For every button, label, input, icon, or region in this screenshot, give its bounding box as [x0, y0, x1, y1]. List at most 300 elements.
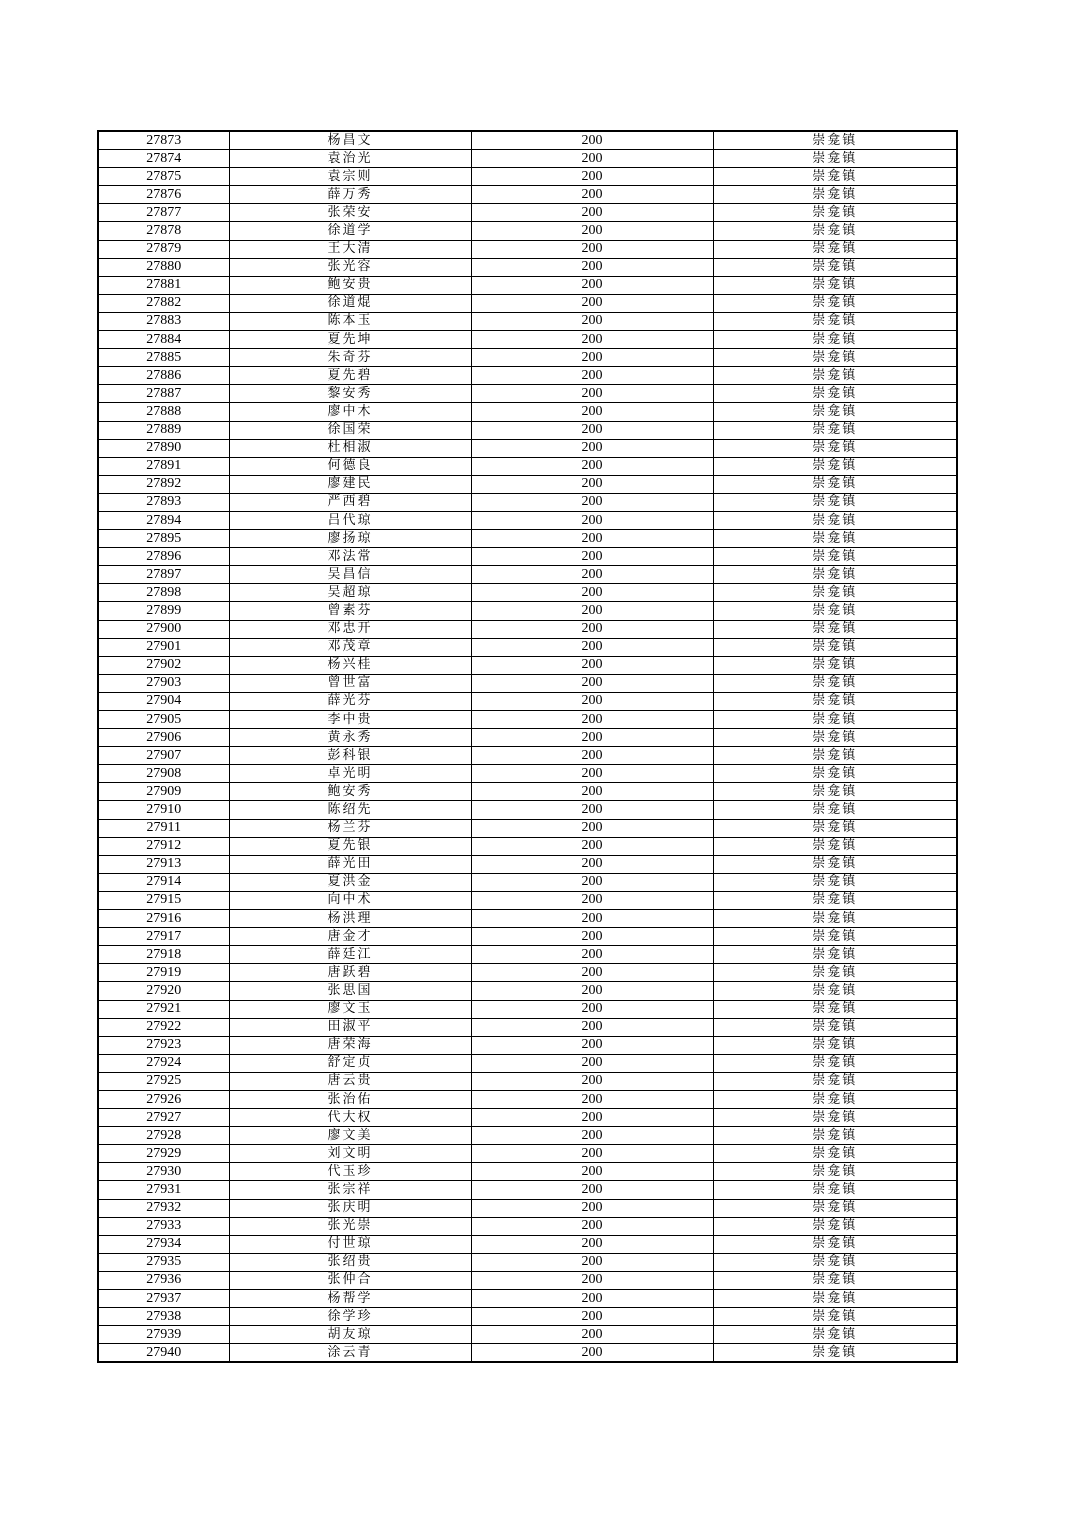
- row-id-cell: 27881: [98, 276, 229, 294]
- name-cell: 邓法常: [229, 548, 471, 566]
- amount-cell: 200: [471, 548, 713, 566]
- amount-cell: 200: [471, 493, 713, 511]
- table-row: [98, 620, 957, 638]
- name-cell: 陈绍先: [229, 801, 471, 819]
- row-id-cell: 27874: [98, 150, 229, 168]
- amount-cell: 200: [471, 1253, 713, 1271]
- town-cell: 崇龛镇: [713, 312, 957, 330]
- row-id-cell: 27922: [98, 1018, 229, 1036]
- row-id-cell: 27912: [98, 837, 229, 855]
- amount-cell: 200: [471, 928, 713, 946]
- town-cell: 崇龛镇: [713, 548, 957, 566]
- town-cell: 崇龛镇: [713, 240, 957, 258]
- town-cell: 崇龛镇: [713, 403, 957, 421]
- amount-cell: 200: [471, 855, 713, 873]
- table-row: [98, 638, 957, 656]
- table-row: [98, 1253, 957, 1271]
- name-cell: 杨洪理: [229, 910, 471, 928]
- row-id-cell: 27876: [98, 186, 229, 204]
- amount-cell: 200: [471, 566, 713, 584]
- town-cell: 崇龛镇: [713, 331, 957, 349]
- table-row: [98, 566, 957, 584]
- table-row: [98, 457, 957, 475]
- town-cell: 崇龛镇: [713, 1036, 957, 1054]
- table-row: [98, 1217, 957, 1235]
- name-cell: 唐荣海: [229, 1036, 471, 1054]
- amount-cell: 200: [471, 349, 713, 367]
- name-cell: 张庆明: [229, 1199, 471, 1217]
- amount-cell: 200: [471, 819, 713, 837]
- town-cell: 崇龛镇: [713, 385, 957, 403]
- amount-cell: 200: [471, 1145, 713, 1163]
- name-cell: 夏先银: [229, 837, 471, 855]
- amount-cell: 200: [471, 150, 713, 168]
- amount-cell: 200: [471, 475, 713, 493]
- row-id-cell: 27904: [98, 692, 229, 710]
- name-cell: 邓忠开: [229, 620, 471, 638]
- amount-cell: 200: [471, 168, 713, 186]
- table-row: [98, 1072, 957, 1090]
- amount-cell: 200: [471, 1217, 713, 1235]
- name-cell: 曾素芬: [229, 602, 471, 620]
- amount-cell: 200: [471, 240, 713, 258]
- town-cell: 崇龛镇: [713, 1344, 957, 1363]
- amount-cell: 200: [471, 385, 713, 403]
- name-cell: 鲍安贵: [229, 276, 471, 294]
- table-row: [98, 222, 957, 240]
- row-id-cell: 27890: [98, 439, 229, 457]
- row-id-cell: 27897: [98, 566, 229, 584]
- row-id-cell: 27920: [98, 982, 229, 1000]
- row-id-cell: 27886: [98, 367, 229, 385]
- town-cell: 崇龛镇: [713, 946, 957, 964]
- amount-cell: 200: [471, 403, 713, 421]
- table-row: [98, 982, 957, 1000]
- row-id-cell: 27940: [98, 1344, 229, 1363]
- name-cell: 廖建民: [229, 475, 471, 493]
- table-row: [98, 150, 957, 168]
- amount-cell: 200: [471, 1199, 713, 1217]
- amount-cell: 200: [471, 1326, 713, 1344]
- row-id-cell: 27878: [98, 222, 229, 240]
- amount-cell: 200: [471, 1018, 713, 1036]
- table-row: [98, 475, 957, 493]
- town-cell: 崇龛镇: [713, 891, 957, 909]
- table-row: [98, 711, 957, 729]
- amount-cell: 200: [471, 1271, 713, 1289]
- name-cell: 徐道焜: [229, 294, 471, 312]
- row-id-cell: 27917: [98, 928, 229, 946]
- name-cell: 张宗祥: [229, 1181, 471, 1199]
- town-cell: 崇龛镇: [713, 511, 957, 529]
- name-cell: 张思国: [229, 982, 471, 1000]
- table-row: [98, 765, 957, 783]
- amount-cell: 200: [471, 674, 713, 692]
- town-cell: 崇龛镇: [713, 457, 957, 475]
- town-cell: 崇龛镇: [713, 1217, 957, 1235]
- town-cell: 崇龛镇: [713, 1127, 957, 1145]
- amount-cell: 200: [471, 964, 713, 982]
- town-cell: 崇龛镇: [713, 584, 957, 602]
- town-cell: 崇龛镇: [713, 674, 957, 692]
- town-cell: 崇龛镇: [713, 982, 957, 1000]
- amount-cell: 200: [471, 584, 713, 602]
- table-row: [98, 1290, 957, 1308]
- table-row: [98, 1054, 957, 1072]
- table-row: [98, 548, 957, 566]
- name-cell: 夏洪金: [229, 873, 471, 891]
- row-id-cell: 27921: [98, 1000, 229, 1018]
- name-cell: 付世琼: [229, 1235, 471, 1253]
- name-cell: 张光崇: [229, 1217, 471, 1235]
- table-row: [98, 1090, 957, 1108]
- table-row: [98, 294, 957, 312]
- row-id-cell: 27883: [98, 312, 229, 330]
- row-id-cell: 27893: [98, 493, 229, 511]
- table-row: [98, 186, 957, 204]
- town-cell: 崇龛镇: [713, 711, 957, 729]
- table-row: [98, 964, 957, 982]
- town-cell: 崇龛镇: [713, 1326, 957, 1344]
- row-id-cell: 27938: [98, 1308, 229, 1326]
- table-row: [98, 530, 957, 548]
- town-cell: 崇龛镇: [713, 1308, 957, 1326]
- name-cell: 廖文玉: [229, 1000, 471, 1018]
- table-row: [98, 168, 957, 186]
- row-id-cell: 27926: [98, 1090, 229, 1108]
- table-row: [98, 204, 957, 222]
- row-id-cell: 27877: [98, 204, 229, 222]
- table-row: [98, 801, 957, 819]
- row-id-cell: 27923: [98, 1036, 229, 1054]
- amount-cell: 200: [471, 294, 713, 312]
- name-cell: 徐学珍: [229, 1308, 471, 1326]
- table-row: [98, 946, 957, 964]
- table-row: [98, 656, 957, 674]
- town-cell: 崇龛镇: [713, 783, 957, 801]
- row-id-cell: 27875: [98, 168, 229, 186]
- town-cell: 崇龛镇: [713, 294, 957, 312]
- town-cell: 崇龛镇: [713, 150, 957, 168]
- town-cell: 崇龛镇: [713, 530, 957, 548]
- town-cell: 崇龛镇: [713, 819, 957, 837]
- row-id-cell: 27879: [98, 240, 229, 258]
- amount-cell: 200: [471, 1181, 713, 1199]
- amount-cell: 200: [471, 801, 713, 819]
- amount-cell: 200: [471, 331, 713, 349]
- town-cell: 崇龛镇: [713, 747, 957, 765]
- table-row: [98, 1235, 957, 1253]
- table-row: [98, 493, 957, 511]
- town-cell: 崇龛镇: [713, 276, 957, 294]
- name-cell: 代大权: [229, 1109, 471, 1127]
- name-cell: 吕代琼: [229, 511, 471, 529]
- row-id-cell: 27930: [98, 1163, 229, 1181]
- town-cell: 崇龛镇: [713, 258, 957, 276]
- amount-cell: 200: [471, 837, 713, 855]
- name-cell: 何德良: [229, 457, 471, 475]
- table-row: [98, 873, 957, 891]
- name-cell: 黄永秀: [229, 729, 471, 747]
- name-cell: 王大清: [229, 240, 471, 258]
- amount-cell: 200: [471, 620, 713, 638]
- name-cell: 唐云贵: [229, 1072, 471, 1090]
- row-id-cell: 27939: [98, 1326, 229, 1344]
- table-row: [98, 439, 957, 457]
- amount-cell: 200: [471, 258, 713, 276]
- table-row: [98, 729, 957, 747]
- name-cell: 薛光芬: [229, 692, 471, 710]
- town-cell: 崇龛镇: [713, 1163, 957, 1181]
- table-row: [98, 312, 957, 330]
- row-id-cell: 27880: [98, 258, 229, 276]
- table-row: [98, 819, 957, 837]
- name-cell: 张绍贵: [229, 1253, 471, 1271]
- name-cell: 朱奇芬: [229, 349, 471, 367]
- row-id-cell: 27927: [98, 1109, 229, 1127]
- row-id-cell: 27909: [98, 783, 229, 801]
- amount-cell: 200: [471, 1000, 713, 1018]
- amount-cell: 200: [471, 1127, 713, 1145]
- table-row: [98, 891, 957, 909]
- town-cell: 崇龛镇: [713, 729, 957, 747]
- town-cell: 崇龛镇: [713, 475, 957, 493]
- amount-cell: 200: [471, 511, 713, 529]
- name-cell: 严西碧: [229, 493, 471, 511]
- table-row: [98, 674, 957, 692]
- table-row: [98, 747, 957, 765]
- name-cell: 杨兰芬: [229, 819, 471, 837]
- town-cell: 崇龛镇: [713, 1199, 957, 1217]
- table-row: [98, 421, 957, 439]
- table-row: [98, 584, 957, 602]
- town-cell: 崇龛镇: [713, 855, 957, 873]
- row-id-cell: 27895: [98, 530, 229, 548]
- town-cell: 崇龛镇: [713, 620, 957, 638]
- amount-cell: 200: [471, 638, 713, 656]
- row-id-cell: 27903: [98, 674, 229, 692]
- row-id-cell: 27914: [98, 873, 229, 891]
- town-cell: 崇龛镇: [713, 1290, 957, 1308]
- table-row: [98, 1018, 957, 1036]
- name-cell: 唐跃碧: [229, 964, 471, 982]
- row-id-cell: 27873: [98, 131, 229, 150]
- name-cell: 吴昌信: [229, 566, 471, 584]
- table-row: [98, 276, 957, 294]
- table-row: [98, 331, 957, 349]
- amount-cell: 200: [471, 1072, 713, 1090]
- amount-cell: 200: [471, 783, 713, 801]
- town-cell: 崇龛镇: [713, 765, 957, 783]
- name-cell: 夏先碧: [229, 367, 471, 385]
- amount-cell: 200: [471, 692, 713, 710]
- amount-cell: 200: [471, 1054, 713, 1072]
- amount-cell: 200: [471, 729, 713, 747]
- table-row: [98, 1326, 957, 1344]
- table-row: [98, 928, 957, 946]
- town-cell: 崇龛镇: [713, 222, 957, 240]
- row-id-cell: 27925: [98, 1072, 229, 1090]
- name-cell: 薛廷江: [229, 946, 471, 964]
- table-row: [98, 1199, 957, 1217]
- name-cell: 廖扬琼: [229, 530, 471, 548]
- name-cell: 夏先坤: [229, 331, 471, 349]
- name-cell: 廖文美: [229, 1127, 471, 1145]
- amount-cell: 200: [471, 1308, 713, 1326]
- row-id-cell: 27932: [98, 1199, 229, 1217]
- amount-cell: 200: [471, 530, 713, 548]
- name-cell: 刘文明: [229, 1145, 471, 1163]
- table-row: [98, 1271, 957, 1289]
- amount-cell: 200: [471, 1290, 713, 1308]
- town-cell: 崇龛镇: [713, 910, 957, 928]
- town-cell: 崇龛镇: [713, 421, 957, 439]
- row-id-cell: 27888: [98, 403, 229, 421]
- town-cell: 崇龛镇: [713, 204, 957, 222]
- table-row: [98, 1308, 957, 1326]
- town-cell: 崇龛镇: [713, 566, 957, 584]
- table-row: [98, 1127, 957, 1145]
- town-cell: 崇龛镇: [713, 801, 957, 819]
- table-row: [98, 1109, 957, 1127]
- name-cell: 舒定贞: [229, 1054, 471, 1072]
- row-id-cell: 27929: [98, 1145, 229, 1163]
- name-cell: 涂云青: [229, 1344, 471, 1363]
- amount-cell: 200: [471, 1163, 713, 1181]
- row-id-cell: 27916: [98, 910, 229, 928]
- table-row: [98, 385, 957, 403]
- row-id-cell: 27907: [98, 747, 229, 765]
- amount-cell: 200: [471, 711, 713, 729]
- amount-cell: 200: [471, 910, 713, 928]
- table-row: [98, 692, 957, 710]
- amount-cell: 200: [471, 204, 713, 222]
- row-id-cell: 27899: [98, 602, 229, 620]
- amount-cell: 200: [471, 1109, 713, 1127]
- name-cell: 李中贵: [229, 711, 471, 729]
- row-id-cell: 27931: [98, 1181, 229, 1199]
- name-cell: 胡友琼: [229, 1326, 471, 1344]
- roster-table-body: [98, 131, 957, 1362]
- town-cell: 崇龛镇: [713, 1000, 957, 1018]
- name-cell: 黎安秀: [229, 385, 471, 403]
- name-cell: 吴超琼: [229, 584, 471, 602]
- row-id-cell: 27902: [98, 656, 229, 674]
- name-cell: 代玉珍: [229, 1163, 471, 1181]
- table-row: [98, 910, 957, 928]
- table-row: [98, 1163, 957, 1181]
- name-cell: 鲍安秀: [229, 783, 471, 801]
- amount-cell: 200: [471, 222, 713, 240]
- amount-cell: 200: [471, 873, 713, 891]
- row-id-cell: 27911: [98, 819, 229, 837]
- town-cell: 崇龛镇: [713, 1145, 957, 1163]
- row-id-cell: 27919: [98, 964, 229, 982]
- name-cell: 薛光田: [229, 855, 471, 873]
- amount-cell: 200: [471, 946, 713, 964]
- table-row: [98, 1344, 957, 1363]
- town-cell: 崇龛镇: [713, 1018, 957, 1036]
- name-cell: 张仲合: [229, 1271, 471, 1289]
- name-cell: 陈本玉: [229, 312, 471, 330]
- row-id-cell: 27933: [98, 1217, 229, 1235]
- row-id-cell: 27913: [98, 855, 229, 873]
- row-id-cell: 27905: [98, 711, 229, 729]
- amount-cell: 200: [471, 1235, 713, 1253]
- name-cell: 唐金才: [229, 928, 471, 946]
- row-id-cell: 27936: [98, 1271, 229, 1289]
- town-cell: 崇龛镇: [713, 964, 957, 982]
- row-id-cell: 27882: [98, 294, 229, 312]
- amount-cell: 200: [471, 765, 713, 783]
- amount-cell: 200: [471, 891, 713, 909]
- town-cell: 崇龛镇: [713, 837, 957, 855]
- table-row: [98, 240, 957, 258]
- name-cell: 彭科银: [229, 747, 471, 765]
- table-row: [98, 783, 957, 801]
- name-cell: 杨帮学: [229, 1290, 471, 1308]
- town-cell: 崇龛镇: [713, 692, 957, 710]
- row-id-cell: 27887: [98, 385, 229, 403]
- town-cell: 崇龛镇: [713, 638, 957, 656]
- name-cell: 卓光明: [229, 765, 471, 783]
- town-cell: 崇龛镇: [713, 1235, 957, 1253]
- name-cell: 张光容: [229, 258, 471, 276]
- name-cell: 张治佑: [229, 1090, 471, 1108]
- row-id-cell: 27918: [98, 946, 229, 964]
- amount-cell: 200: [471, 656, 713, 674]
- table-row: [98, 837, 957, 855]
- table-row: [98, 1000, 957, 1018]
- town-cell: 崇龛镇: [713, 1109, 957, 1127]
- table-row: [98, 602, 957, 620]
- name-cell: 向中术: [229, 891, 471, 909]
- amount-cell: 200: [471, 747, 713, 765]
- row-id-cell: 27908: [98, 765, 229, 783]
- town-cell: 崇龛镇: [713, 349, 957, 367]
- row-id-cell: 27901: [98, 638, 229, 656]
- town-cell: 崇龛镇: [713, 928, 957, 946]
- town-cell: 崇龛镇: [713, 1181, 957, 1199]
- town-cell: 崇龛镇: [713, 131, 957, 150]
- amount-cell: 200: [471, 421, 713, 439]
- row-id-cell: 27934: [98, 1235, 229, 1253]
- town-cell: 崇龛镇: [713, 493, 957, 511]
- amount-cell: 200: [471, 1036, 713, 1054]
- name-cell: 袁宗则: [229, 168, 471, 186]
- name-cell: 袁治光: [229, 150, 471, 168]
- town-cell: 崇龛镇: [713, 186, 957, 204]
- row-id-cell: 27906: [98, 729, 229, 747]
- roster-table: [97, 130, 958, 1363]
- amount-cell: 200: [471, 439, 713, 457]
- amount-cell: 200: [471, 1090, 713, 1108]
- name-cell: 田淑平: [229, 1018, 471, 1036]
- name-cell: 徐国荣: [229, 421, 471, 439]
- town-cell: 崇龛镇: [713, 367, 957, 385]
- name-cell: 廖中木: [229, 403, 471, 421]
- table-row: [98, 367, 957, 385]
- amount-cell: 200: [471, 602, 713, 620]
- table-row: [98, 349, 957, 367]
- amount-cell: 200: [471, 1344, 713, 1363]
- name-cell: 徐道学: [229, 222, 471, 240]
- table-row: [98, 131, 957, 150]
- amount-cell: 200: [471, 131, 713, 150]
- table-row: [98, 855, 957, 873]
- name-cell: 曾世富: [229, 674, 471, 692]
- row-id-cell: 27910: [98, 801, 229, 819]
